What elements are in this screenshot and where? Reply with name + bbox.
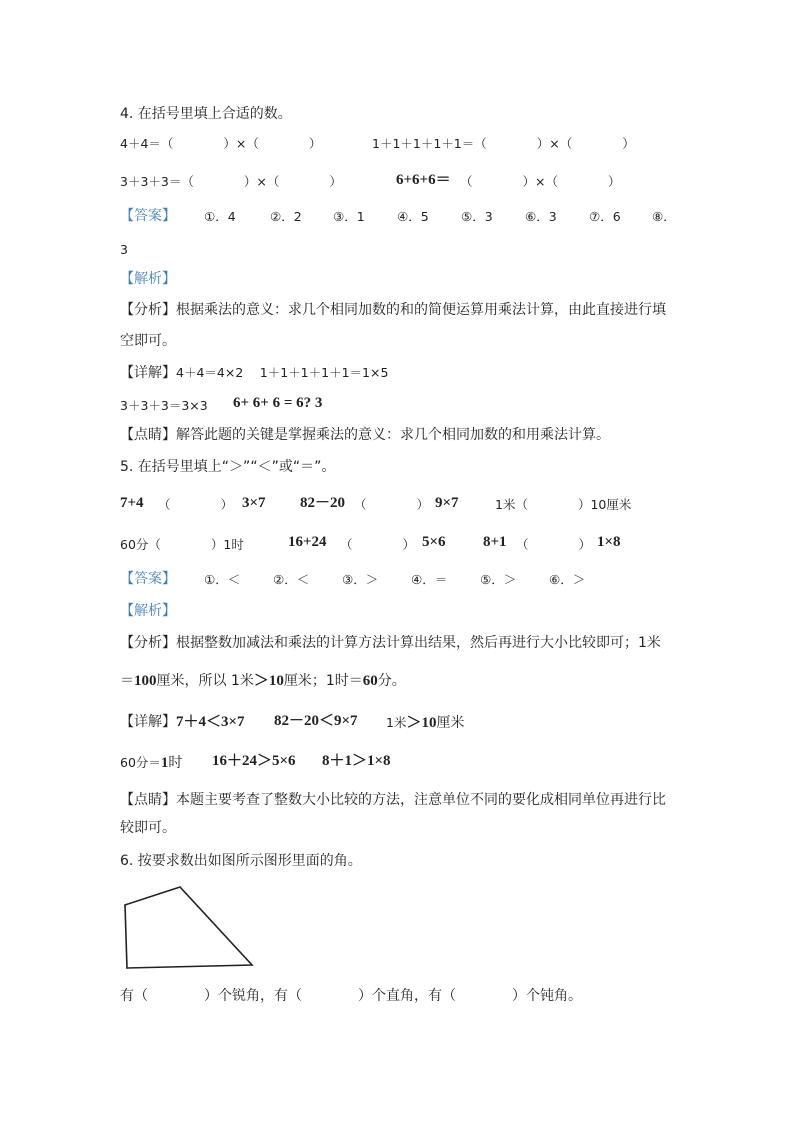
fenxi-text-b: 厘米，所以 1米 <box>156 673 254 689</box>
xiangjie-1m: 1米 <box>386 715 407 730</box>
fenxi-text: 根据乘法的意义：求几个相同加数的和的简便运算用乘法计算，由此直接进行填 <box>176 302 666 318</box>
q5-dianjing-line2: 较即可。 <box>120 820 176 836</box>
q5-r1-expr2: 3×7 <box>242 495 266 511</box>
q4-answer-7: ⑦．6 <box>589 209 621 224</box>
xiangjie-tag: 【详解】 <box>120 714 176 730</box>
q4-fenxi <box>120 300 666 320</box>
quadrilateral-outline <box>125 887 252 968</box>
q5-fenxi-line2 <box>120 671 406 691</box>
fenxi-eq: ＝ <box>120 673 134 689</box>
q4-jiexi-tag: 【解析】 <box>120 271 176 287</box>
xiangjie-60min: 60分＝ <box>120 755 161 770</box>
fenxi-text: 根据整数加减法和乘法的计算方法计算出结果，然后再进行大小比较即可；1米 <box>176 635 661 651</box>
q5-answer-6: ⑥．＞ <box>549 572 586 587</box>
q5-xiangjie-expr3: 16＋24＞5×6 <box>212 753 296 769</box>
dianjing-tag: 【点睛】 <box>120 792 176 808</box>
q6-fill: 有（ ）个锐角，有（ ）个直角，有（ ）个钝角。 <box>120 988 582 1004</box>
dianjing-tag: 【点睛】 <box>120 427 176 443</box>
q4-row1-left: 4＋4＝（ ）×（ ） <box>120 136 322 151</box>
fenxi-100: 100 <box>134 673 157 689</box>
fenxi-text-c: 厘米；1时＝ <box>283 673 363 689</box>
q5-r1-blank1: （ ） <box>158 497 234 512</box>
q5-xiangjie-expr4: 8＋1＞1×8 <box>322 753 391 769</box>
q5-jiexi-tag: 【解析】 <box>120 603 176 619</box>
q5-r2-expr4: 1×8 <box>597 534 621 550</box>
q5-r1-unit: 1米（ ）10厘米 <box>495 497 632 512</box>
xiangjie-hour: 时 <box>168 755 183 771</box>
q5-fenxi <box>120 633 661 653</box>
fenxi-60: 60 <box>362 673 378 689</box>
xiangjie-expr1: 7＋4＜3×7 <box>176 714 245 730</box>
q4-row2-blanks: （ ）×（ ） <box>460 174 621 189</box>
fenxi-tag: 【分析】 <box>120 302 176 318</box>
xiangjie-text: 4＋4＝4×2 1＋1＋1＋1＋1＝1×5 <box>176 365 389 380</box>
xiangjie-tag: 【详解】 <box>120 365 176 381</box>
fenxi-gt10: ＞10 <box>253 673 284 689</box>
xiangjie-gt10: ＞10 <box>406 715 437 731</box>
q5-xiangjie-line2 <box>120 753 182 773</box>
q5-answer-2: ②．＜ <box>273 572 310 587</box>
quadrilateral-figure <box>120 882 260 974</box>
q4-answer-8: ⑧． <box>652 209 676 224</box>
xiangjie-1: 1 <box>160 755 169 771</box>
q4-row1-right: 1＋1＋1＋1＋1＝（ ）×（ ） <box>372 136 635 151</box>
q5-answer-tag: 【答案】 <box>120 571 176 587</box>
q5-r1-expr1: 7+4 <box>120 495 144 511</box>
q5-xiangjie-unit <box>386 713 464 733</box>
q4-row2-left: 3＋3＋3＝（ ）×（ ） <box>120 174 342 189</box>
fenxi-tag: 【分析】 <box>120 635 176 651</box>
q4-answer-4: ④．5 <box>397 209 429 224</box>
q5-r2-blank2: （ ） <box>516 537 592 552</box>
q4-fenxi-line2: 空即可。 <box>120 333 176 349</box>
q5-r1-expr3: 82－20 <box>300 495 346 511</box>
q5-xiangjie-expr2: 82－20＜9×7 <box>274 713 358 729</box>
q5-r1-blank2: （ ） <box>354 497 430 512</box>
q5-r2-expr3: 8+1 <box>483 534 507 550</box>
q5-r1-expr4: 9×7 <box>435 495 459 511</box>
fenxi-text-d: 分。 <box>377 673 406 689</box>
q4-answer-3: ③．1 <box>333 209 365 224</box>
dianjing-text: 本题主要考查了整数大小比较的方法，注意单位不同的要化成相同单位再进行比 <box>176 792 666 808</box>
q5-r2-unit: 60分（ ）1时 <box>120 537 244 552</box>
q6-title: 6. 按要求数出如图所示图形里面的角。 <box>120 853 362 869</box>
q4-xiangjie <box>120 363 388 383</box>
q4-answer-tag: 【答案】 <box>120 208 176 224</box>
q4-answer-1: ①．4 <box>204 209 236 224</box>
q4-title: 4. 在括号里填上合适的数。 <box>120 106 292 122</box>
q4-dianjing <box>120 425 610 445</box>
q5-title: 5. 在括号里填上“＞”“＜”或“＝”。 <box>120 459 336 475</box>
q5-answer-3: ③．＞ <box>342 572 379 587</box>
q5-r2-expr2: 5×6 <box>422 534 446 550</box>
q5-answer-5: ⑤．＞ <box>480 572 517 587</box>
dianjing-text: 解答此题的关键是掌握乘法的意义：求几个相同加数的和用乘法计算。 <box>176 427 610 443</box>
q5-answer-4: ④．＝ <box>411 572 448 587</box>
xiangjie-cm: 厘米 <box>436 715 465 731</box>
q5-r2-blank1: （ ） <box>340 537 416 552</box>
q5-answer-1: ①．＜ <box>204 572 241 587</box>
q4-xiangjie-bold: 6+ 6+ 6 = 6? 3 <box>233 395 323 411</box>
q4-xiangjie-line2: 3＋3＋3＝3×3 <box>120 398 208 413</box>
q4-answer-6: ⑥．3 <box>525 209 557 224</box>
q4-answer-5: ⑤．3 <box>461 209 493 224</box>
q5-xiangjie <box>120 712 245 732</box>
q4-answer-wrap: 3 <box>120 242 128 257</box>
q4-answer-2: ②．2 <box>270 209 302 224</box>
q4-row2-bold-expr: 6+6+6＝ <box>396 172 451 188</box>
q5-r2-expr1: 16+24 <box>288 534 327 550</box>
q5-dianjing <box>120 790 666 810</box>
